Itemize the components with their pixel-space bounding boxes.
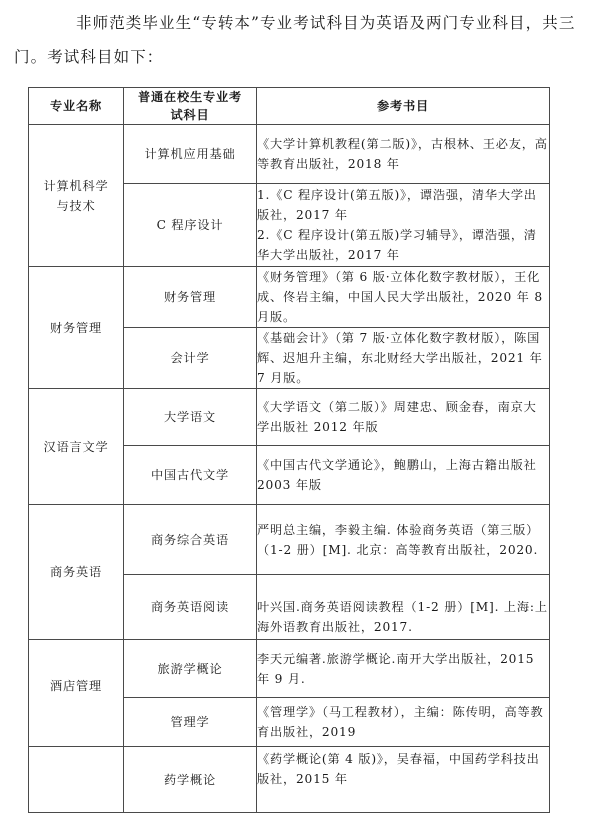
header-major: 专业名称	[29, 88, 124, 125]
subject-cell: 商务综合英语	[124, 505, 257, 575]
table-row	[29, 267, 550, 328]
header-books: 参考书目	[257, 88, 550, 125]
books-cell: 《大学计算机教程(第二版)》，古根林、王必友，高等教育出版社，2018 年	[257, 125, 550, 184]
subject-cell: 会计学	[124, 328, 257, 389]
subject-cell: 计算机应用基础	[124, 125, 257, 184]
books-cell: 李天元编著.旅游学概论.南开大学出版社，2015 年 9 月.	[257, 640, 550, 698]
subject-cell: 大学语文	[124, 389, 257, 446]
books-cell: 叶兴国.商务英语阅读教程（1-2 册）[M]. 上海:上海外语教育出版社，2017.	[257, 575, 550, 640]
books-cell: 《管理学》（马工程教材），主编：陈传明，高等教育出版社，2019	[257, 698, 550, 747]
books-cell: 1.《C 程序设计(第五版)》，谭浩强，清华大学出版社，2017 年 2.《C 程序设计(第五版)学习辅导》，谭浩强，清华大学出版社，2017 年	[257, 184, 550, 267]
major-cell: 汉语言文学	[29, 389, 124, 505]
table-row	[29, 640, 550, 698]
table-row	[29, 747, 550, 813]
table-row	[29, 125, 550, 184]
table-row	[29, 505, 550, 575]
major-cell: 计算机科学与技术	[29, 125, 124, 267]
table-header-row	[29, 88, 550, 125]
books-cell: 《大学语文（第二版）》周建忠、顾金春，南京大学出版社 2012 年版	[257, 389, 550, 446]
books-cell: 《药学概论(第 4 版)》，吴春福，中国药学科技出版社，2015 年	[257, 747, 550, 813]
intro-paragraph: 非师范类毕业生“专转本”专业考试科目为英语及两门专业科目，共三门。考试科目如下：	[14, 14, 576, 66]
subject-cell: 中国古代文学	[124, 446, 257, 505]
subject-cell: C 程序设计	[124, 184, 257, 267]
books-cell: 《财务管理》（第 6 版·立体化数字教材版），王化成、佟岩主编，中国人民大学出版社，2020 年 8 月版。	[257, 267, 550, 328]
books-cell: 严明总主编，李毅主编. 体验商务英语（第三版）（1-2 册）[M]. 北京：高等教育出版社，2020.	[257, 505, 550, 575]
subject-cell: 管理学	[124, 698, 257, 747]
major-cell: 酒店管理	[29, 640, 124, 747]
major-cell	[29, 747, 124, 813]
subject-cell: 旅游学概论	[124, 640, 257, 698]
header-subject: 普通在校生专业考试科目	[124, 88, 257, 125]
exam-subjects-table	[28, 87, 550, 813]
major-cell: 商务英语	[29, 505, 124, 640]
major-cell: 财务管理	[29, 267, 124, 389]
subject-cell: 财务管理	[124, 267, 257, 328]
books-cell: 《中国古代文学通论》，鲍鹏山，上海古籍出版社 2003 年版	[257, 446, 550, 505]
subject-cell: 药学概论	[124, 747, 257, 813]
subject-cell: 商务英语阅读	[124, 575, 257, 640]
table-row	[29, 389, 550, 446]
books-cell: 《基础会计》（第 7 版·立体化数字教材版），陈国辉、迟旭升主编，东北财经大学出版社，2021 年 7 月版。	[257, 328, 550, 389]
